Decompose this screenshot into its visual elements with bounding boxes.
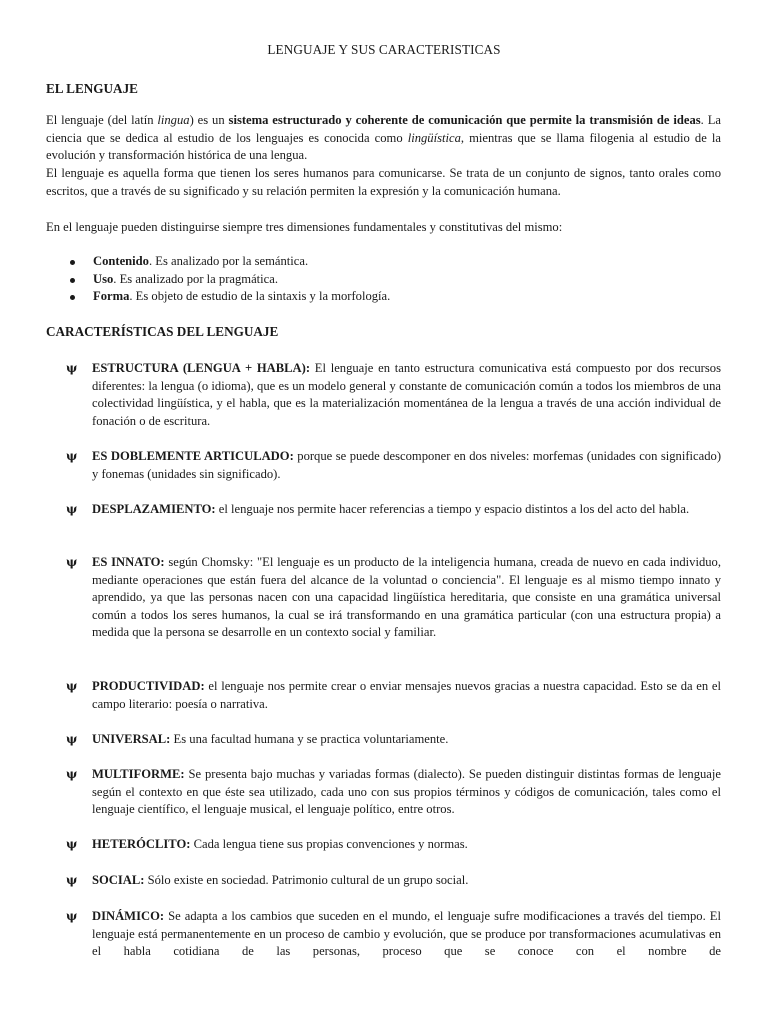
paragraph-communication: El lenguaje es aquella forma que tienen los seres humanos para comunicarse. Se trata de un conjunto de signos, tanto orales como escritos, que a través de su significado y su relación permiten la expresión y la comunicación humana. [46, 166, 721, 198]
feature-description: porque se puede descomponer en dos niveles: morfemas (unidades con significado) y fonemas (unidades sin significado). [92, 449, 722, 481]
feature-item-doblemente-articulado [66, 448, 721, 483]
list-item [46, 271, 390, 289]
bullet-dot-icon [70, 260, 75, 265]
feature-item-estructura [66, 360, 721, 430]
feature-item-multiforme [66, 766, 721, 819]
list-item-text: . Es analizado por la semántica. [148, 254, 309, 268]
document-title: LENGUAJE Y SUS CARACTERISTICAS [267, 42, 501, 57]
feature-description: Cada lengua tiene sus propias convenciones y normas. [190, 837, 468, 851]
feature-item-desplazamiento [66, 501, 721, 519]
feature-item-social [66, 872, 721, 890]
feature-text [92, 501, 721, 519]
feature-text [92, 448, 721, 483]
feature-item-heteroclito [66, 836, 721, 854]
feature-text [92, 836, 721, 854]
feature-term: DINÁMICO: [92, 909, 165, 923]
feature-description: Se presenta bajo muchas y variadas formas (dialecto). Se pueden distinguir distintas formas de lenguaje según el contexto en que éste sea utilizado, cada uno con sus propios términos y códigos de comunicación, tales como el lenguaje científico, el lenguaje musical, el lenguaje político, entre otros. [92, 767, 721, 817]
feature-description: Se adapta a los cambios que suceden en el mundo, el lenguaje sufre modificaciones a través del tiempo. El lenguaje está permanentemente en un proceso de cambio y evolución, que se produce por transformaciones acumulativas en el habla cotidiana de las personas, proceso que se conoce con el nombre de [92, 909, 721, 959]
psi-bullet-icon: ψ [66, 361, 78, 375]
feature-item-productividad [66, 678, 721, 713]
psi-bullet-icon: ψ [66, 449, 78, 463]
text-run-bold: sistema estructurado y coherente de comunicación que permite la transmisión de ideas [228, 113, 701, 127]
feature-text [92, 908, 721, 961]
feature-text [92, 360, 721, 430]
psi-bullet-icon: ψ [66, 873, 78, 887]
feature-term: ES DOBLEMENTE ARTICULADO: [92, 449, 294, 463]
feature-description: Sólo existe en sociedad. Patrimonio cultural de un grupo social. [144, 873, 469, 887]
list-item [46, 253, 390, 271]
text-run-italic: lingua [157, 113, 190, 127]
text-run-italic: lingüística [407, 130, 461, 145]
feature-term: MULTIFORME: [92, 767, 185, 781]
text-run: ) es un [189, 113, 229, 127]
psi-bullet-icon: ψ [66, 679, 78, 693]
feature-term: PRODUCTIVIDAD: [92, 679, 205, 693]
feature-term: DESPLAZAMIENTO: [92, 502, 216, 516]
bullet-dot-icon [70, 278, 75, 283]
feature-item-dinamico [66, 908, 721, 961]
psi-bullet-icon: ψ [66, 555, 78, 569]
feature-text [92, 554, 721, 642]
feature-text [92, 766, 721, 819]
list-item-term: Forma [93, 289, 130, 304]
list-item [46, 288, 390, 306]
text-run: . La ciencia que se dedica al estudio de los lenguajes es conocida como [46, 113, 721, 145]
feature-term: HETERÓCLITO: [92, 837, 191, 851]
paragraph-dimensions: En el lenguaje pueden distinguirse siempre tres dimensiones fundamentales y constitutivas del mismo: [46, 220, 563, 234]
list-item-text: . Es analizado por la pragmática. [113, 271, 278, 286]
section-heading-caracteristicas: CARACTERÍSTICAS DEL LENGUAJE [46, 324, 279, 339]
list-item-term: Contenido [93, 254, 149, 268]
feature-description: Es una facultad humana y se practica voluntariamente. [170, 732, 449, 746]
text-run: , mientras que se llama filogenia al estudio de la evolución y transformación histórica de una lengua. [46, 130, 721, 163]
feature-term: ES INNATO: [92, 555, 165, 569]
psi-bullet-icon: ψ [66, 502, 78, 516]
feature-item-universal [66, 731, 721, 749]
list-item-term: Uso [93, 271, 114, 286]
bullet-dot-icon [70, 295, 75, 300]
feature-term: ESTRUCTURA (LENGUA + HABLA): [92, 361, 311, 375]
feature-term: SOCIAL: [92, 873, 145, 887]
paragraph-definition [46, 112, 721, 165]
feature-description: el lenguaje nos permite hacer referencias a tiempo y espacio distintos a los del acto del habla. [215, 502, 690, 516]
text-run: El lenguaje (del latín [46, 113, 158, 127]
psi-bullet-icon: ψ [66, 837, 78, 851]
psi-bullet-icon: ψ [66, 767, 78, 781]
feature-text [92, 731, 721, 749]
feature-description: El lenguaje en tanto estructura comunicativa está compuesto por dos recursos diferentes: la lengua (o idioma), que es un modelo general y constante de comunicación común a todos los miembros de una colectividad lingüística, y el habla, que es la materialización momentánea de la lengua a través de una acción individual de fonación o de escritura. [92, 361, 721, 428]
feature-text [92, 678, 721, 713]
feature-item-es-innato [66, 554, 721, 642]
section-heading-lenguaje: EL LENGUAJE [46, 81, 138, 96]
feature-description: el lenguaje nos permite crear o enviar mensajes nuevos gracias a nuestra capacidad. Esto se da en el campo literario: poesía o narrativa. [92, 679, 721, 711]
dimensions-list [46, 253, 390, 306]
feature-term: UNIVERSAL: [92, 732, 171, 746]
feature-text [92, 872, 721, 890]
list-item-text: . Es objeto de estudio de la sintaxis y la morfología. [129, 289, 391, 304]
psi-bullet-icon: ψ [66, 909, 78, 923]
psi-bullet-icon: ψ [66, 732, 78, 746]
feature-description: según Chomsky: "El lenguaje es un producto de la inteligencia humana, creada de nuevo en cada individuo, mediante operaciones que están fuera del alcance de la voluntad o conciencia". El lenguaje es al mismo tiempo innato y aprendido, ya que las personas nacen con una capacidad lingüística hereditaria, que consiste en una gramática universal común a todos los seres humanos, la cual se irá transformando en una gramática particular (con una estructura propia) a medida que la persona se desarrolle en un contexto social y familiar. [92, 555, 722, 640]
